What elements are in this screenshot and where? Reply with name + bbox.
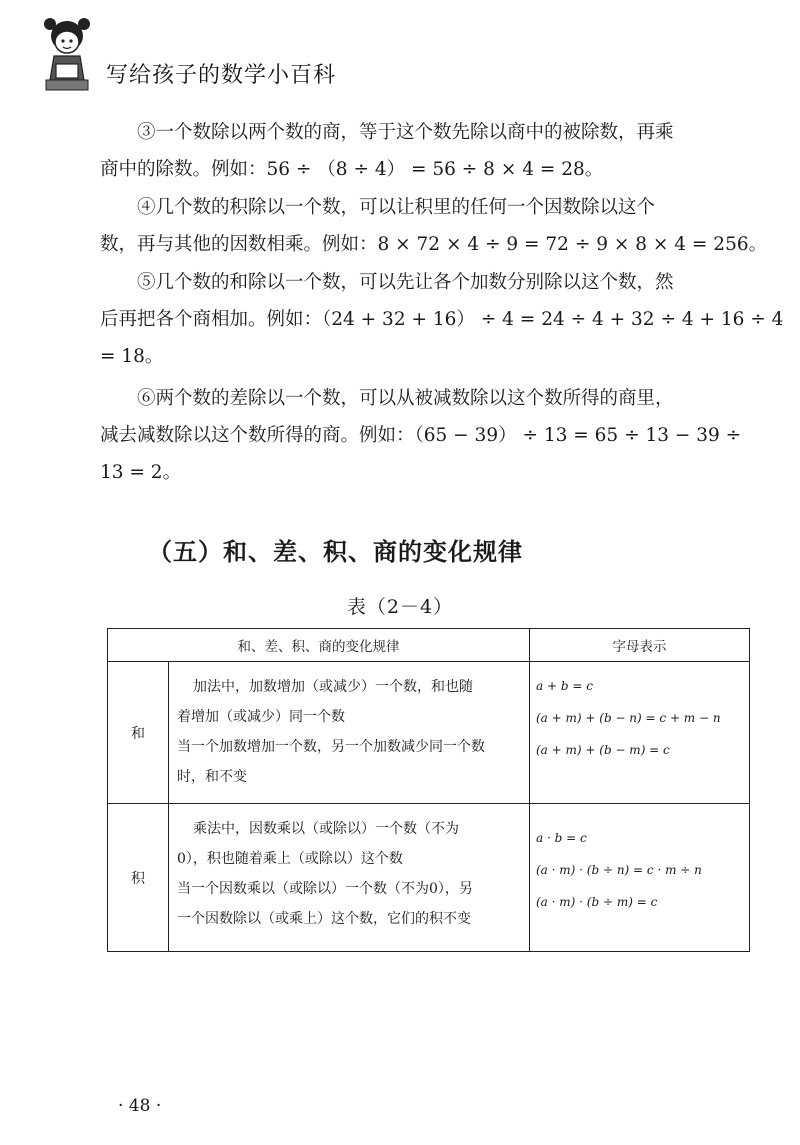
rules-table: [107, 628, 750, 952]
table-row-description: [169, 804, 530, 952]
table-row-category: 和: [108, 662, 169, 804]
description-line: 着增加（或减少）同一个数: [177, 709, 345, 725]
table-row-description: [169, 662, 530, 804]
table-row-formulas: [530, 804, 750, 952]
section-title: （五）和、差、积、商的变化规律: [148, 538, 523, 566]
paragraph-line: ⑤几个数的和除以一个数，可以先让各个加数分别除以这个数，然: [137, 272, 674, 293]
formula-line: (a · m) · (b ÷ m) = c: [536, 895, 658, 909]
table-row-formulas: [530, 662, 750, 804]
description-line: 0），积也随着乘上（或除以）这个数: [177, 851, 403, 867]
table-row: [108, 662, 750, 804]
page-header: [38, 14, 398, 100]
description-line: 加法中，加数增加（或减少）一个数，和也随: [193, 679, 473, 695]
description-line: 一个因数除以（或乘上）这个数，它们的积不变: [177, 911, 471, 927]
paragraph-line: ④几个数的积除以一个数，可以让积里的任何一个因数除以这个: [137, 197, 656, 218]
paragraph-line: 商中的除数。例如：56 ÷ （8 ÷ 4） = 56 ÷ 8 × 4 = 28。: [100, 159, 604, 180]
description-line: 当一个因数乘以（或除以）一个数（不为0），另: [177, 881, 473, 897]
table-row-category: 积: [108, 804, 169, 952]
table-header-row: [108, 629, 750, 662]
description-line: 乘法中，因数乘以（或除以）一个数（不为: [193, 821, 459, 837]
paragraph-rule-5: [100, 264, 784, 375]
paragraph-rule-6: [100, 380, 748, 491]
page-number: · 48 ·: [118, 1096, 162, 1116]
formula-line: (a + m) + (b − m) = c: [536, 743, 670, 757]
table-row: [108, 804, 750, 952]
book-title: 写给孩子的数学小百科: [106, 63, 337, 88]
formula-line: a + b = c: [536, 679, 593, 693]
girl-mascot-icon: [38, 14, 96, 96]
paragraph-line: 后再把各个商相加。例如：（24 + 32 + 16） ÷ 4 = 24 ÷ 4 + 32 ÷ 4 + 16 ÷ 4: [100, 309, 784, 330]
table-caption: 表（2－4）: [346, 596, 454, 618]
paragraph-line: 数，再与其他的因数相乘。例如：8 × 72 × 4 ÷ 9 = 72 ÷ 9 × 8 × 4 = 256。: [100, 234, 768, 255]
table-header-letters: 字母表示: [530, 629, 750, 662]
formula-line: a · b = c: [536, 831, 587, 845]
paragraph-rule-4: [100, 189, 768, 263]
description-line: 时，和不变: [177, 769, 247, 785]
paragraph-line: ③一个数除以两个数的商，等于这个数先除以商中的被除数，再乘: [137, 122, 674, 143]
table-header-rules: 和、差、积、商的变化规律: [108, 629, 530, 662]
paragraph-line: = 18。: [100, 346, 164, 367]
paragraph-line: 13 = 2。: [100, 462, 182, 483]
paragraph-rule-3: [100, 114, 748, 188]
paragraph-line: ⑥两个数的差除以一个数，可以从被减数除以这个数所得的商里，: [137, 388, 674, 409]
formula-line: (a + m) + (b − n) = c + m − n: [536, 711, 721, 725]
formula-line: (a · m) · (b ÷ n) = c · m ÷ n: [536, 863, 702, 877]
paragraph-line: 减去减数除以这个数所得的商。例如：（65 − 39） ÷ 13 = 65 ÷ 13 − 39 ÷: [100, 425, 742, 446]
description-line: 当一个加数增加一个数，另一个加数减少同一个数: [177, 739, 485, 755]
